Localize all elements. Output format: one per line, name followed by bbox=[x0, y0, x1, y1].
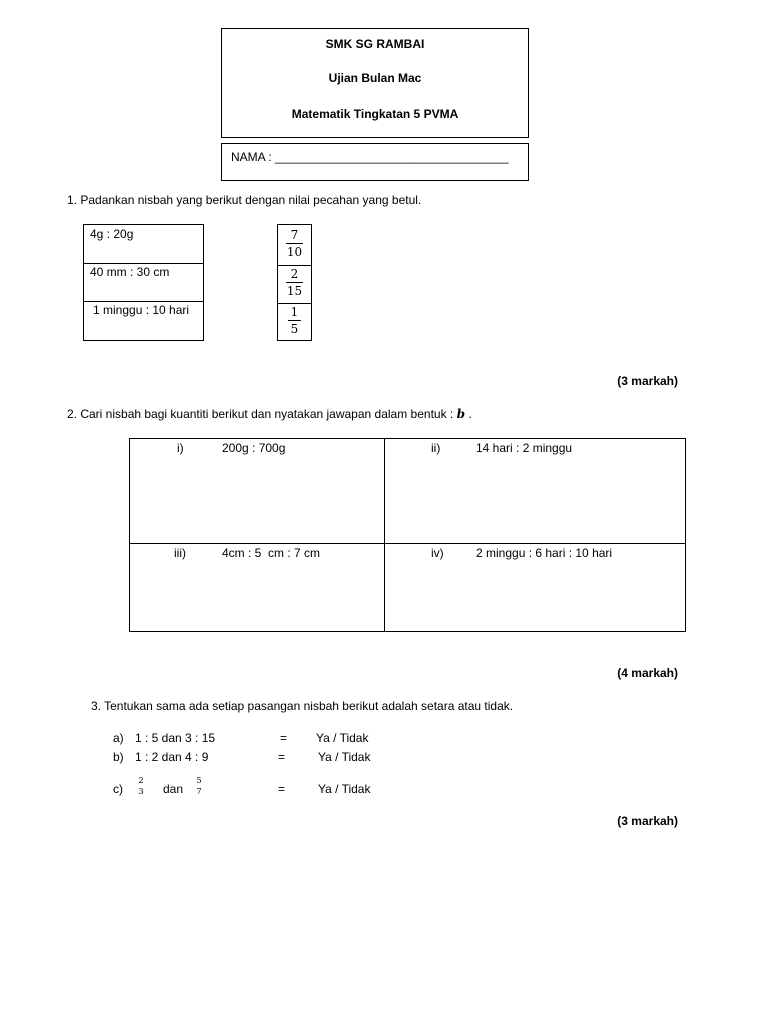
item-pair: 1 : 2 dan 4 : 9 bbox=[135, 750, 209, 764]
small-fraction: 5 7 bbox=[196, 776, 202, 796]
small-fraction: 2 3 bbox=[138, 776, 144, 796]
cell-text: 14 hari : 2 minggu bbox=[476, 441, 573, 455]
q3-item-c bbox=[0, 774, 768, 810]
item-dan: dan bbox=[163, 782, 184, 796]
q1-fraction-table bbox=[277, 224, 312, 341]
fraction-cell bbox=[278, 303, 311, 340]
ratio-cell bbox=[84, 225, 203, 264]
q2-form: b bbox=[456, 407, 465, 421]
fraction: $\frac{2}{15}$ bbox=[286, 267, 303, 298]
item-label: a) bbox=[113, 731, 124, 745]
q2-cell bbox=[130, 439, 384, 543]
ratio-text: 1 minggu : 10 hari bbox=[93, 303, 190, 317]
fraction-cell bbox=[278, 225, 311, 266]
name-field[interactable]: NAMA : ___________________________________ bbox=[231, 150, 509, 164]
q1-marks: (3 markah) bbox=[617, 374, 678, 388]
subject-title: Matematik Tingkatan 5 PVMA bbox=[291, 107, 459, 121]
ratio-cell bbox=[84, 263, 203, 302]
q1-instruction: 1. Padankan nisbah yang berikut dengan nilai pecahan yang betul. bbox=[67, 193, 422, 207]
cell-label: i) bbox=[177, 441, 184, 455]
item-label: b) bbox=[113, 750, 124, 764]
ratio-cell bbox=[84, 301, 203, 340]
q2-instruction bbox=[67, 407, 472, 421]
q2-cell bbox=[385, 544, 685, 631]
cell-label: ii) bbox=[431, 441, 441, 455]
ratio-text: 40 mm : 30 cm bbox=[90, 265, 170, 279]
q3-marks: (3 markah) bbox=[617, 814, 678, 828]
q3-item bbox=[0, 731, 768, 747]
fraction: $\frac{1}{5}$ bbox=[288, 304, 301, 337]
ratio-text: 4g : 20g bbox=[90, 227, 134, 241]
exam-title: Ujian Bulan Mac bbox=[328, 71, 422, 85]
item-answer[interactable]: Ya / Tidak bbox=[318, 750, 371, 764]
fraction: $\frac{7}{10}$ bbox=[286, 228, 303, 259]
school-name: SMK SG RAMBAI bbox=[325, 37, 425, 51]
q3-instruction: 3. Tentukan sama ada setiap pasangan nisbah berikut adalah setara atau tidak. bbox=[91, 699, 514, 713]
q2-table bbox=[129, 438, 686, 632]
item-answer[interactable]: Ya / Tidak bbox=[318, 782, 371, 796]
cell-label: iii) bbox=[174, 546, 186, 560]
q2-instruction-text: 2. Cari nisbah bagi kuantiti berikut dan nyatakan jawapan dalam bentuk : bbox=[67, 407, 454, 421]
cell-text: 2 minggu : 6 hari : 10 hari bbox=[476, 546, 613, 560]
fraction-cell bbox=[278, 265, 311, 304]
item-pair: 1 : 5 dan 3 : 15 bbox=[135, 731, 216, 745]
q2-form-end: . bbox=[468, 407, 472, 421]
name-box bbox=[221, 143, 529, 181]
cell-text: 200g : 700g bbox=[222, 441, 286, 455]
item-equals: = bbox=[278, 750, 286, 764]
q2-cell bbox=[130, 544, 384, 631]
cell-text: 4cm : 5 cm : 7 cm bbox=[222, 546, 321, 560]
item-equals: = bbox=[278, 782, 286, 796]
header-box bbox=[221, 28, 529, 138]
q3-item bbox=[0, 750, 768, 766]
item-answer[interactable]: Ya / Tidak bbox=[316, 731, 369, 745]
q2-cell bbox=[385, 439, 685, 543]
cell-label: iv) bbox=[431, 546, 444, 560]
item-label: c) bbox=[113, 782, 123, 796]
item-equals: = bbox=[280, 731, 288, 745]
q1-ratio-table bbox=[83, 224, 204, 341]
q2-marks: (4 markah) bbox=[617, 666, 678, 680]
